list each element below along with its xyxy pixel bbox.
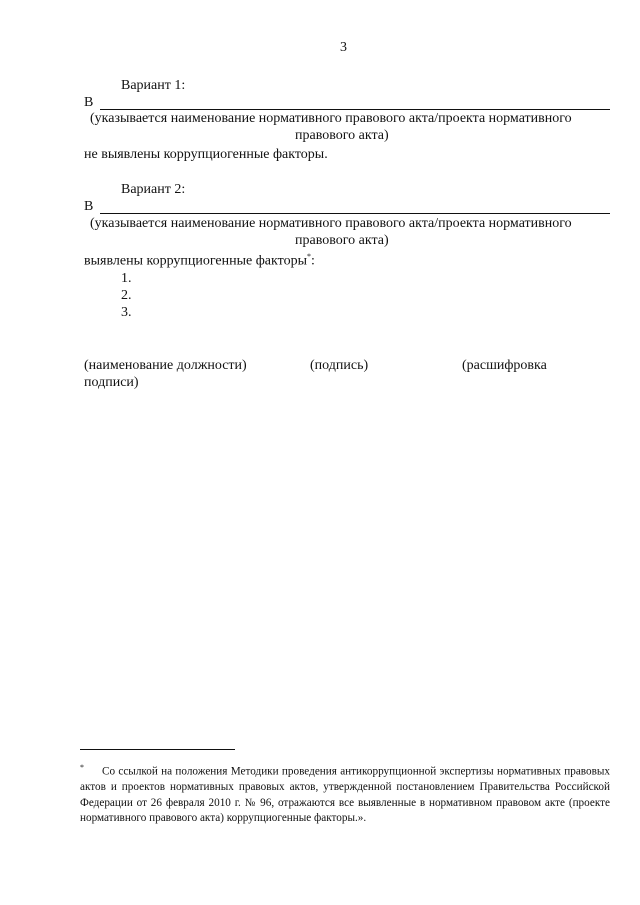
footnote-text: Со ссылкой на положения Методики проведения антикоррупционной экспертизы нормативных правовых актов и проектов нормативных правовых актов, утвержденной постановлением Правительства Российской Федерации от 26 февраля 2010 г. № 96, отражаются все выявленные в нормативном правовом акте (проекте нормативного правового акта) коррупциогенные факторы.». [80, 765, 610, 825]
variant2-result [84, 252, 315, 270]
variant2-item-3: 3. [121, 305, 132, 320]
variant2-footnote-mark: * [306, 252, 311, 261]
variant1-hint-line2: правового акта) [295, 128, 389, 143]
variant1-fill-line [100, 109, 610, 110]
signature-decode-line2: подписи) [84, 375, 139, 390]
variant1-prefix: В [84, 95, 94, 110]
signature-decode-line1: (расшифровка [462, 358, 547, 373]
footnote [80, 760, 610, 827]
footnote-separator [80, 749, 235, 750]
signature-sign: (подпись) [310, 358, 369, 373]
variant2-hint-line1: (указывается наименование нормативного правового акта/проекта нормативного [90, 216, 572, 231]
variant2-fill-line [100, 213, 610, 214]
page-number: 3 [340, 40, 347, 55]
variant1-result: не выявлены коррупциогенные факторы. [84, 147, 328, 162]
signature-position: (наименование должности) [84, 358, 247, 373]
footnote-mark: * [80, 763, 84, 772]
variant2-hint-line2: правового акта) [295, 233, 389, 248]
variant2-item-2: 2. [121, 288, 132, 303]
variant2-result-colon: : [310, 253, 315, 269]
variant2-item-1: 1. [121, 271, 132, 286]
variant1-title: Вариант 1: [121, 78, 186, 93]
variant2-title: Вариант 2: [121, 182, 186, 197]
variant2-prefix: В [84, 199, 94, 214]
variant1-hint-line1: (указывается наименование нормативного правового акта/проекта нормативного [90, 111, 572, 126]
variant2-result-text: выявлены коррупциогенные факторы [84, 253, 307, 269]
